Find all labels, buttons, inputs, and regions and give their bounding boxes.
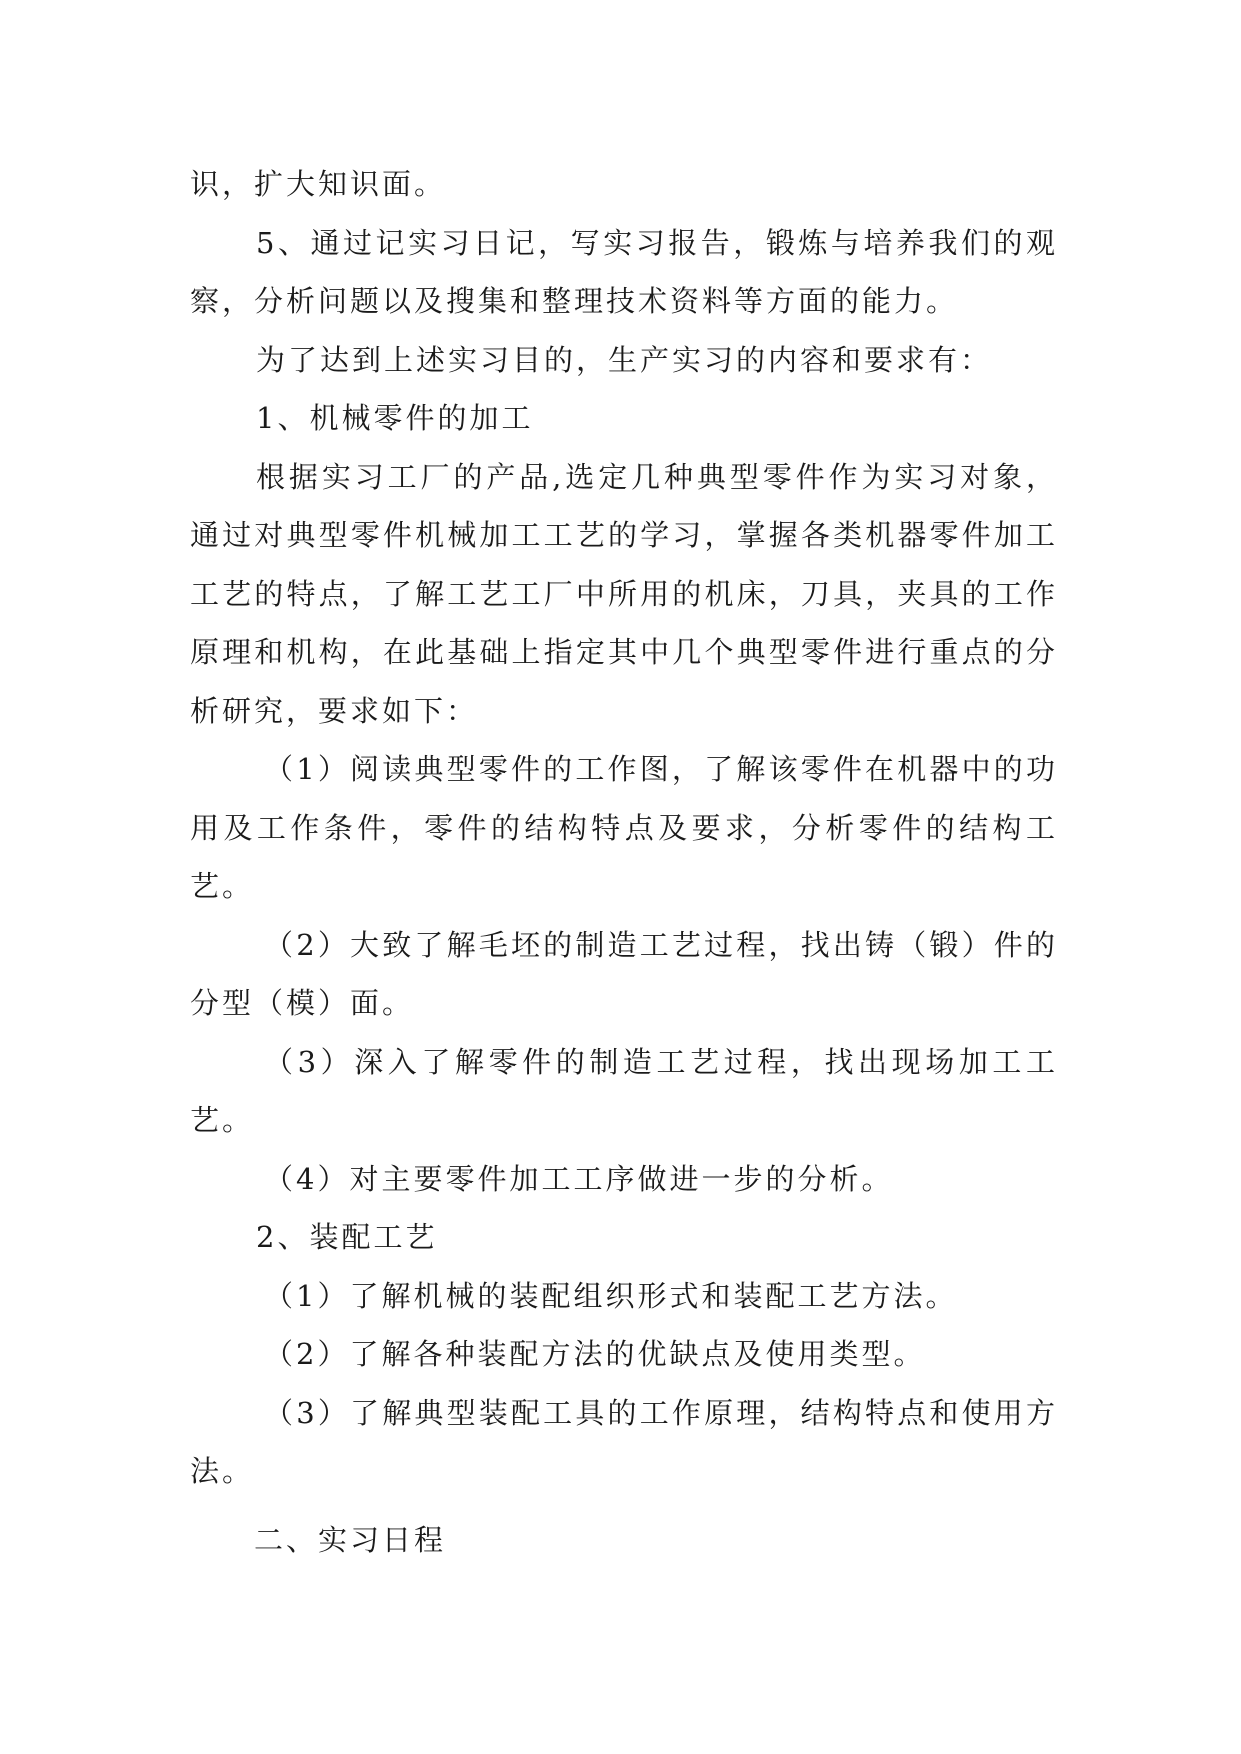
paragraph-continuation: 识，扩大知识面。 (190, 167, 447, 201)
list-item-machining-2: （2）大致了解毛坯的制造工艺过程，找出铸（锻）件的分型（模）面。 (190, 927, 1058, 1020)
paragraph-intro: 为了达到上述实习目的，生产实习的内容和要求有： (256, 342, 993, 377)
list-item-assembly-1: （1）了解机械的装配组织形式和装配工艺方法。 (264, 1278, 958, 1313)
list-item-assembly-2: （2）了解各种装配方法的优缺点及使用类型。 (264, 1337, 926, 1371)
paragraph-machining-body: 根据实习工厂的产品,选定几种典型零件作为实习对象，通过对典型零件机械加工工艺的学习，掌握各类机器零件加工工艺的特点，了解工艺工厂中所用的机床，刀具，夹具的工作原理和机构，在此基础上指定其中几个典型零件进行重点的分析研究，要求如下： (190, 459, 1058, 728)
paragraph-item-5: 5、通过记实习日记，写实习报告，锻炼与培养我们的观察，分析问题以及搜集和整理技术资料等方面的能力。 (190, 225, 1058, 318)
heading-schedule: 二、实习日程 (254, 1522, 447, 1557)
list-item-machining-1: （1）阅读典型零件的工作图，了解该零件在机器中的功用及工作条件，零件的结构特点及要求，分析零件的结构工艺。 (190, 752, 1058, 903)
list-item-machining-4: （4）对主要零件加工工序做进一步的分析。 (264, 1161, 894, 1196)
heading-machining: 1、机械零件的加工 (256, 401, 534, 435)
document-body (190, 155, 1058, 1569)
heading-assembly: 2、装配工艺 (256, 1220, 438, 1254)
list-item-machining-3: （3）深入了解零件的制造工艺过程，找出现场加工工艺。 (190, 1044, 1058, 1137)
list-item-assembly-3: （3）了解典型装配工具的工作原理，结构特点和使用方法。 (190, 1395, 1058, 1488)
